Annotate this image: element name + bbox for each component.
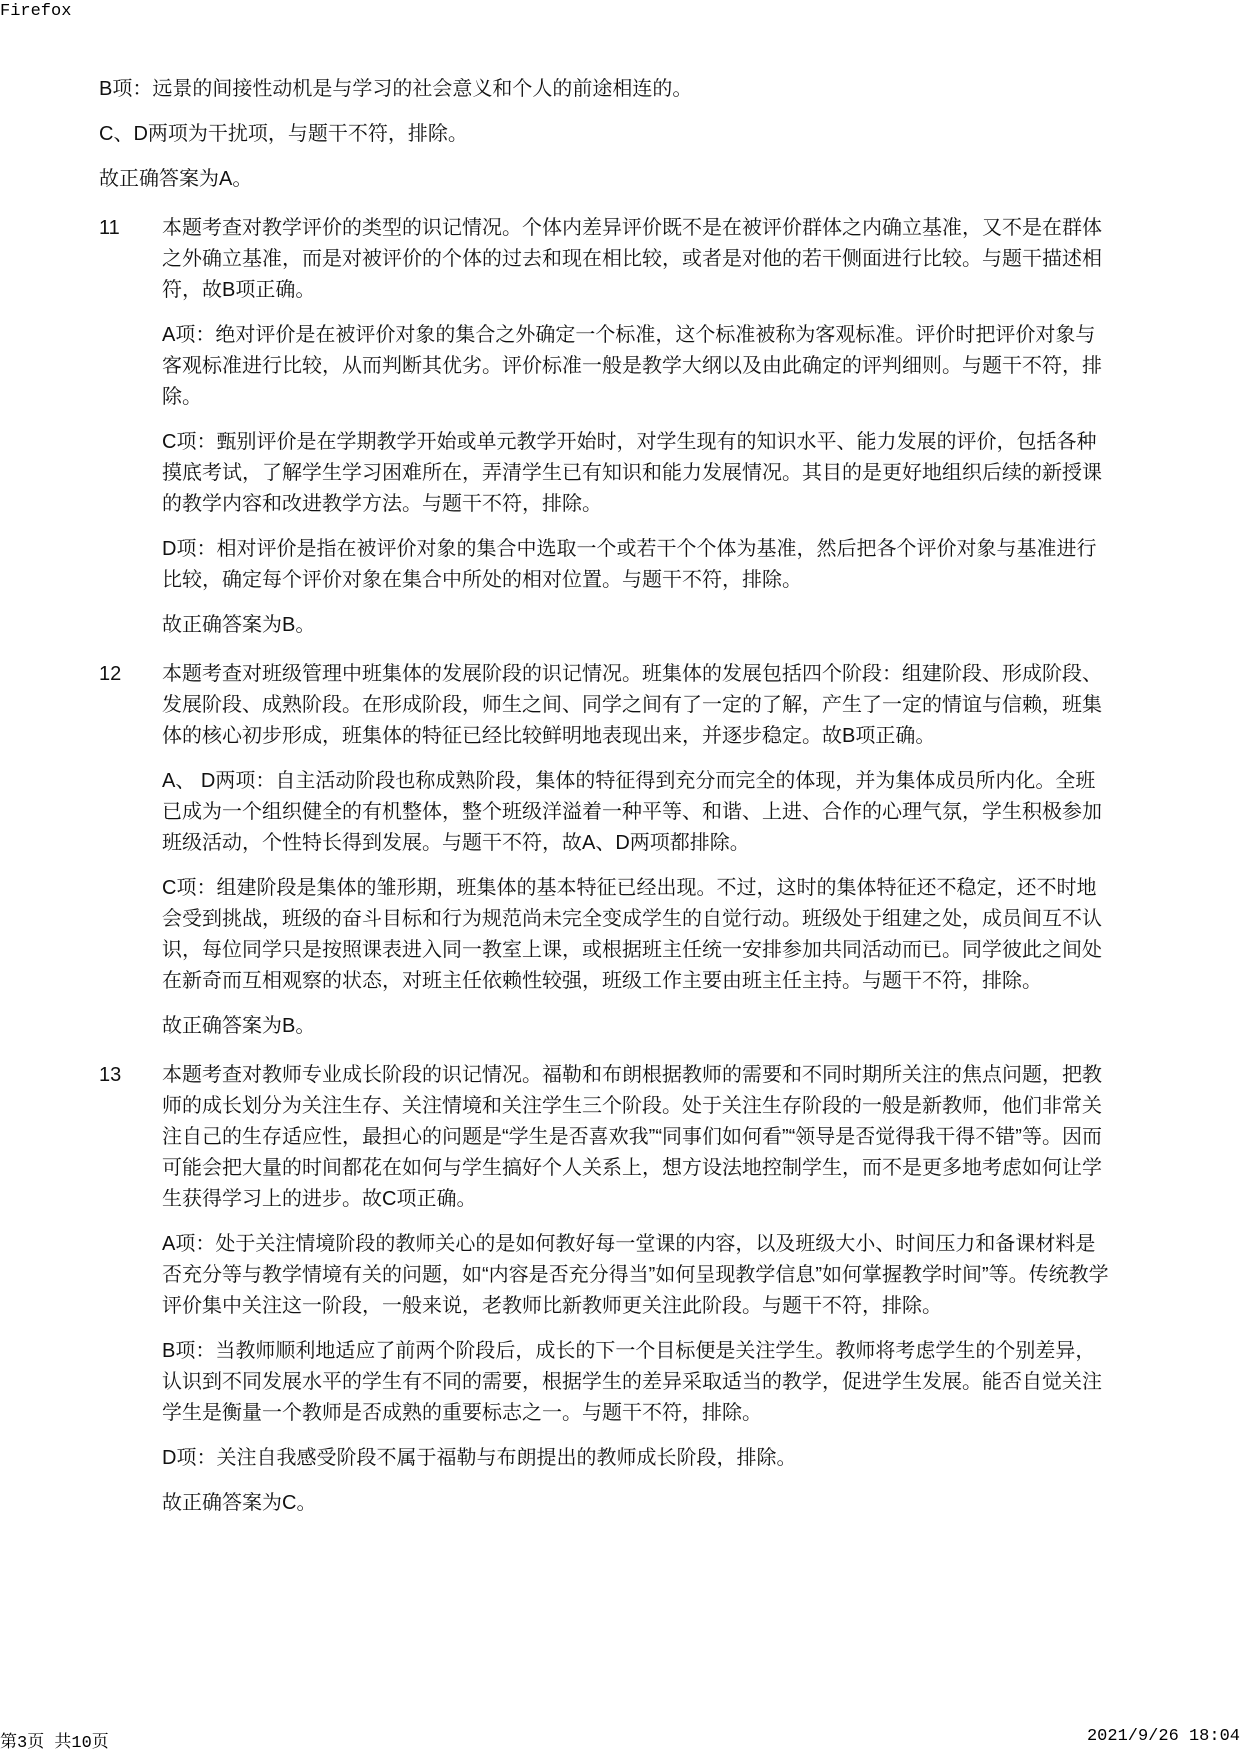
browser-header: [0, 2, 71, 21]
question-answer: 故正确答案为B。: [162, 1015, 316, 1037]
question-number: 12: [99, 663, 122, 685]
question-answer: 故正确答案为C。: [162, 1492, 317, 1514]
option-analysis: D项：关注自我感受阶段不属于福勒与布朗提出的教师成长阶段，排除。: [162, 1447, 797, 1469]
option-analysis: A、 D两项：自主活动阶段也称成熟阶段，集体的特征得到充分而完全的体现，并为集体成员所内化。全班已成为一个组织健全的有机整体，整个班级洋溢着一种平等、和谐、上进、合作的心理气氛，学生积极参加班级活动，个性特长得到发展。与题干不符，故A、D两项都排除。: [162, 770, 1102, 854]
question-number: 11: [99, 217, 120, 239]
question-explanation: 本题考查对教学评价的类型的识记情况。个体内差异评价既不是在被评价群体之内确立基准，又不是在群体之外确立基准，而是对被评价的个体的过去和现在相比较，或者是对他的若干侧面进行比较。与题干描述相符，故B项正确。: [162, 217, 1102, 301]
option-analysis: B项：当教师顺利地适应了前两个阶段后，成长的下一个目标便是关注学生。教师将考虑学生的个别差异，认识到不同发展水平的学生有不同的需要，根据学生的差异采取适当的教学，促进学生发展。能否自觉关注学生是衡量一个教师是否成熟的重要标志之一。与题干不符，排除。: [162, 1340, 1102, 1424]
question-explanation: 本题考查对教师专业成长阶段的识记情况。福勒和布朗根据教师的需要和不同时期所关注的焦点问题，把教师的成长划分为关注生存、关注情境和关注学生三个阶段。处于关注生存阶段的一般是新教师，他们非常关注自己的生存适应性，最担心的问题是“学生是否喜欢我”“同事们如何看”“领导是否觉得我干得不错”等。因而可能会把大量的时间都花在如何与学生搞好个人关系上，想方设法地控制学生，而不是更多地考虑如何让学生获得学习上的进步。故C项正确。: [162, 1064, 1102, 1210]
option-analysis: C项：甄别评价是在学期教学开始或单元教学开始时，对学生现有的知识水平、能力发展的评价，包括各种摸底考试，了解学生学习困难所在，弄清学生已有知识和能力发展情况。其目的是更好地组织后续的新授课的教学内容和改进教学方法。与题干不符，排除。: [162, 431, 1102, 515]
print-datetime: 2021/9/26 18:04: [1086, 1727, 1240, 1746]
intro-answer: 故正确答案为A。: [99, 168, 253, 190]
option-analysis: D项：相对评价是指在被评价对象的集合中选取一个或若干个个体为基准，然后把各个评价对象与基准进行比较，确定每个评价对象在集合中所处的相对位置。与题干不符，排除。: [162, 538, 1097, 591]
option-analysis: A项：处于关注情境阶段的教师关心的是如何教好每一堂课的内容，以及班级大小、时间压力和备课材料是否充分等与教学情境有关的问题，如“内容是否充分得当”如何呈现教学信息”如何掌握教学时间”等。传统教学评价集中关注这一阶段，一般来说，老教师比新教师更关注此阶段。与题干不符，排除。: [162, 1233, 1109, 1317]
question-answer: 故正确答案为B。: [162, 614, 316, 636]
question-number: 13: [99, 1064, 122, 1086]
app-name: Firefox: [0, 2, 72, 21]
option-analysis: C项：组建阶段是集体的雏形期，班集体的基本特征已经出现。不过，这时的集体特征还不稳定，还不时地会受到挑战，班级的奋斗目标和行为规范尚未完全变成学生的自觉行动。班级处于组建之处，成员间互不认识，每位同学只是按照课表进入同一教室上课，或根据班主任统一安排参加共同活动而已。同学彼此之间处在新奇而互相观察的状态，对班主任依赖性较强，班级工作主要由班主任主持。与题干不符，排除。: [162, 877, 1102, 992]
page-info: 第3页 共10页: [0, 1734, 109, 1753]
intro-paragraph: C、D两项为干扰项，与题干不符，排除。: [99, 123, 468, 145]
question-12: [99, 659, 1109, 1042]
question-explanation: 本题考查对班级管理中班集体的发展阶段的识记情况。班集体的发展包括四个阶段：组建阶段、形成阶段、发展阶段、成熟阶段。在形成阶段，师生之间、同学之间有了一定的了解，产生了一定的情谊与信赖，班集体的核心初步形成，班集体的特征已经比较鲜明地表现出来，并逐步稳定。故B项正确。: [162, 663, 1102, 747]
option-analysis: A项：绝对评价是在被评价对象的集合之外确定一个标准，这个标准被称为客观标准。评价时把评价对象与客观标准进行比较，从而判断其优劣。评价标准一般是教学大纲以及由此确定的评判细则。与题干不符，排除。: [162, 324, 1102, 408]
question-13: [99, 1060, 1109, 1519]
document-body: [99, 74, 1109, 1533]
question-11: [99, 213, 1109, 641]
intro-paragraph: B项：远景的间接性动机是与学习的社会意义和个人的前途相连的。: [99, 78, 693, 100]
